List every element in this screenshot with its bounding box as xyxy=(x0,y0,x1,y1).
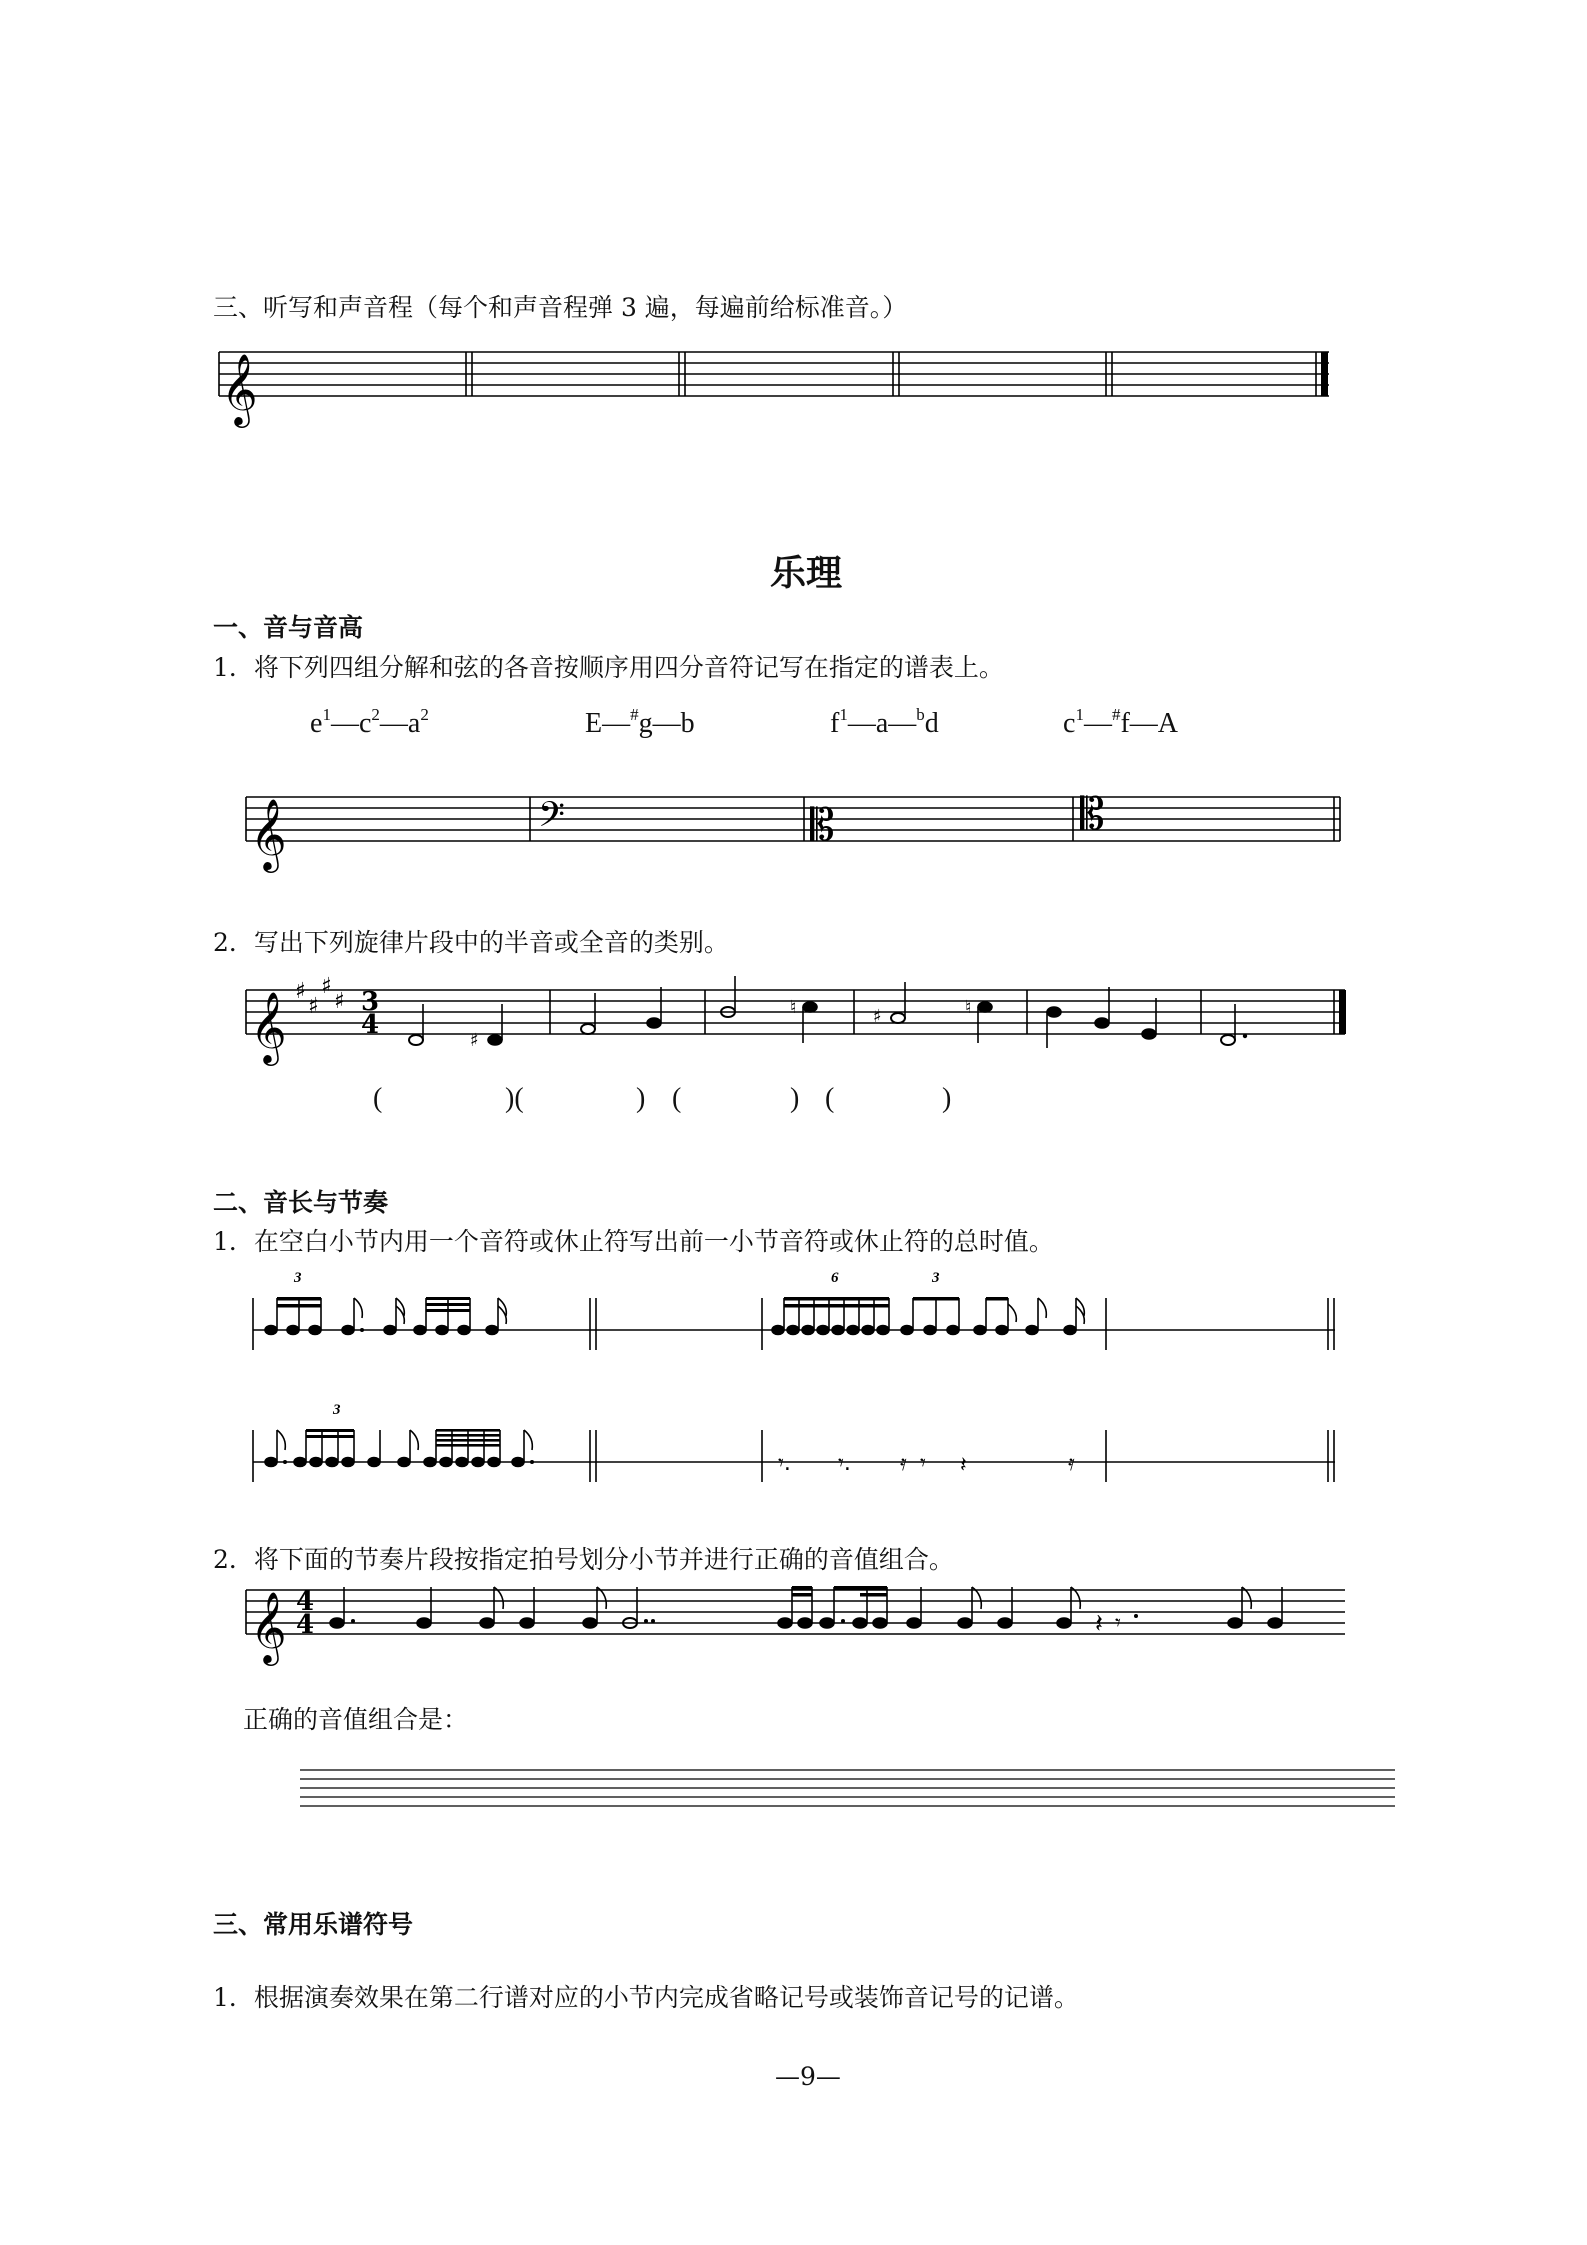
answer-paren: ( xyxy=(672,1083,682,1114)
svg-text:♯: ♯ xyxy=(295,979,306,1004)
treble-clef-icon: 𝄞 xyxy=(250,1590,287,1663)
alto-clef-icon: 𝄡 xyxy=(810,800,835,851)
dictation-staff xyxy=(219,352,1329,396)
tuplet-label: 6 xyxy=(831,1270,839,1286)
svg-text:♯: ♯ xyxy=(873,1006,882,1027)
treble-clef-icon: 𝄞 xyxy=(250,990,287,1063)
section2-heading: 二、音长与节奏 xyxy=(213,1188,389,1217)
answer-paren: ) xyxy=(942,1083,952,1114)
svg-text:♯: ♯ xyxy=(321,974,332,999)
svg-text:𝄾.: 𝄾. xyxy=(778,1451,791,1476)
chord-staff xyxy=(246,797,1340,841)
svg-text:𝄾: 𝄾 xyxy=(920,1451,926,1476)
chord-label: $f^1—a—^bd$ xyxy=(830,705,939,739)
section1-q1: 1．将下列四组分解和弦的各音按顺序用四分音符记写在指定的谱表上。 xyxy=(213,653,1004,682)
svg-text:♮: ♮ xyxy=(790,997,797,1018)
answer-label: 正确的音值组合是： xyxy=(243,1705,469,1734)
chord-label: $c^1—^{\#}f—A$ xyxy=(1063,705,1178,739)
treble-clef-icon: 𝄞 xyxy=(250,797,287,870)
rhythm-regroup-staff xyxy=(246,1590,1345,1634)
melody-notes xyxy=(409,976,1247,1051)
bass-clef-icon: 𝄢 xyxy=(538,794,566,843)
answer-paren: ) xyxy=(790,1083,800,1114)
page-number: —9— xyxy=(775,2062,841,2091)
eighth-rest-icon: 𝄾 xyxy=(1115,1611,1121,1636)
svg-text:𝄽: 𝄽 xyxy=(960,1453,967,1478)
time-signature-3-4 xyxy=(361,987,379,1040)
time-signature-4-4 xyxy=(296,1587,314,1640)
quarter-rest-icon: 𝄽 xyxy=(1095,1609,1103,1639)
section1-q2: 2．写出下列旋律片段中的半音或全音的类别。 xyxy=(213,928,729,957)
rhythm-line-2 xyxy=(253,1430,1335,1482)
section2-q1: 1．在空白小节内用一个音符或休止符写出前一小节音符或休止符的总时值。 xyxy=(213,1227,1054,1256)
answer-paren: ( xyxy=(825,1083,835,1114)
section2-q2: 2．将下面的节奏片段按指定拍号划分小节并进行正确的音值组合。 xyxy=(213,1545,954,1574)
section3-heading: 三、常用乐谱符号 xyxy=(213,1910,414,1939)
rhythm-notes-1 xyxy=(265,1297,1084,1335)
svg-text:𝄾.: 𝄾. xyxy=(838,1451,851,1476)
tuplet-label: 3 xyxy=(294,1270,302,1286)
svg-text:♯: ♯ xyxy=(334,989,345,1014)
chord-label: E—#g—b xyxy=(585,705,695,739)
treble-clef-icon: 𝄞 xyxy=(221,352,258,425)
tuplet-label: 3 xyxy=(333,1402,341,1418)
svg-text:𝄿: 𝄿 xyxy=(1068,1451,1075,1476)
answer-paren: )( xyxy=(505,1083,524,1114)
theory-title: 乐理 xyxy=(770,553,843,594)
section1-heading: 一、音与音高 xyxy=(213,613,364,642)
dictation-heading: 三、听写和声音程（每个和声音程弹 3 遍，每遍前给标准音。） xyxy=(213,293,908,322)
regroup-notes xyxy=(330,1586,1282,1628)
svg-text:4: 4 xyxy=(361,1010,380,1040)
svg-text:4: 4 xyxy=(296,1587,315,1617)
svg-text:♯: ♯ xyxy=(308,994,319,1019)
answer-paren: ) xyxy=(636,1083,646,1114)
chord-label: $e^1—c^2—a^2$ xyxy=(310,705,429,739)
svg-text:♯: ♯ xyxy=(470,1030,479,1051)
rest-symbols xyxy=(778,1451,1075,1478)
answer-paren: ( xyxy=(373,1083,383,1114)
section3-q1: 1．根据演奏效果在第二行谱对应的小节内完成省略记号或装饰音记号的记谱。 xyxy=(213,1983,1079,2012)
svg-text:♮: ♮ xyxy=(965,997,972,1018)
rhythm-notes-2 xyxy=(265,1429,534,1467)
svg-text:4: 4 xyxy=(296,1610,315,1640)
svg-text:𝄿: 𝄿 xyxy=(900,1451,907,1476)
tuplet-label: 3 xyxy=(932,1270,940,1286)
answer-staff xyxy=(300,1770,1395,1806)
tenor-clef-icon: 𝄡 xyxy=(1080,789,1105,840)
svg-text:3: 3 xyxy=(361,987,380,1017)
